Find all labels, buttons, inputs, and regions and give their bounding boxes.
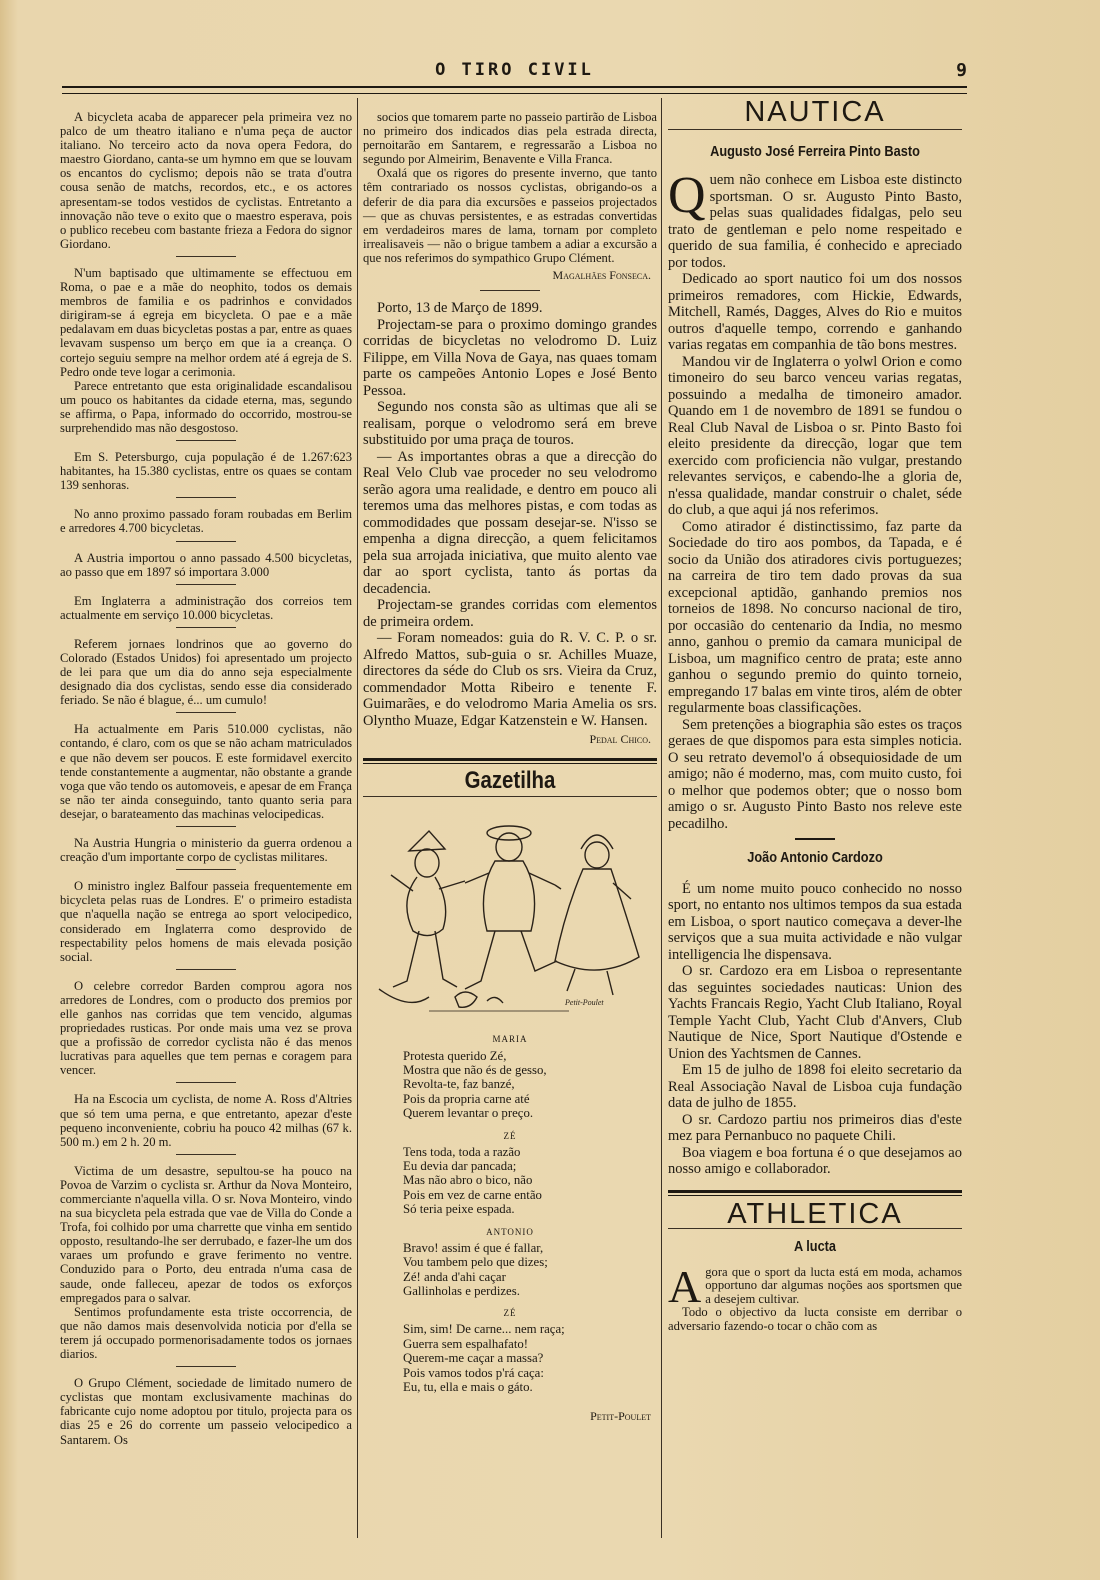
lucta-heading: A lucta (793, 1238, 837, 1255)
poem-line: Pois vamos todos p'rá caça: (403, 1365, 544, 1380)
paragraph: Em S. Petersburgo, cuja população é de 1.267:623 habitantes, ha 15.380 cyclistas, entre os quaes se contam 139 senhoras. (60, 450, 352, 493)
paragraph: O ministro inglez Balfour passeia frequentemente em bicycleta pelas ruas de Londres. E' o primeiro estadista que n'aquella nação se entrega ao sport velocipedico, considerado em Inglaterra como desprovido de respectability pelos homens de mais elevada posição social. (60, 879, 352, 964)
poem-line: Só teria peixe espada. (403, 1202, 515, 1217)
paragraph-separator (176, 541, 236, 542)
pinto-basto-p1: uem não conhece em Lisboa este distincto sportsman. O sr. Augusto Pinto Basto, pelas suas qualidades fidalgas, pelo seu trato de gentleman e pelo nome respeitado e querido de sua familia, é conhecido e apreciado por todos. (668, 172, 962, 271)
poem-line: Protesta querido Zé, (403, 1048, 507, 1063)
paragraph: Parece entretanto que esta originalidade escandalisou um pouco os habitantes da cidade eterna, mas, segundo se affirma, o Papa, informado do occorrido, mostrou-se surprehendido mas não desgostoso. (60, 378, 352, 435)
signature-petit-poulet: Petit-Poulet (590, 1408, 651, 1423)
lucta-p1: gora que o sport da lucta está em moda, achamos opportuno dar algumas noções aos sportsmen que a desejem cultivar. (705, 1264, 962, 1306)
paragraph-separator (176, 440, 236, 441)
paragraph: Oxalá que os rigores do presente inverno, que tanto têm contrariado os nossos cyclistas, obrigando-os a deferir de dia para dia excursões e passeios projectados — que as chuvas persistentes, e as estradas convertidas em verdadeiros mares de lama, tornam por completo irrealisaveis — não o brigue tambem a adiar a excursão a que nos referimos do sympathico Grupo Clément. (363, 166, 657, 265)
paragraph: O sr. Cardozo partiu nos primeiros dias d'este mez para Pernanbuco no paquete Chili. (668, 1111, 962, 1144)
poem-speaker: ZÉ (503, 1308, 517, 1319)
poem-line: Bravo! assim é que é fallar, (403, 1240, 544, 1255)
section-rule (363, 758, 657, 764)
poem-line: Mas não abro o bico, não (403, 1173, 533, 1188)
paragraph: O celebre corredor Barden comprou agora nos arredores de Londres, com o producto dos premios por elle ganhos nas corridas que tem vencido, algumas propriedades rusticas. Por onde mais uma vez se prova que a profissão de corredor cyclista não é das menos lucrativas para aquelles que tem pernas e coragem para vencer. (60, 978, 352, 1078)
page-header (62, 60, 967, 82)
paragraph-separator (176, 869, 236, 870)
paragraph: Dedicado ao sport nautico foi um dos nossos primeiros remadores, com Hickie, Edwards, Mitchell, Ramés, Dagges, Alves do Rio e muitos outros d'aquelle tempo, correndo e ganhando varias regatas em companhia de tão bons mestres. (668, 271, 962, 353)
paragraph-separator (176, 1154, 236, 1155)
dancing-figures-illustration (369, 811, 657, 1024)
cardozo-heading: João Antonio Cardozo (747, 849, 883, 866)
pinto-basto-heading: Augusto José Ferreira Pinto Basto (710, 142, 920, 160)
paragraph: No anno proximo passado foram roubadas em Berlim e arredores 4.700 bicycletas. (60, 507, 352, 536)
poem-line: Zé! anda d'ahi caçar (403, 1269, 506, 1284)
paragraph: Sentimos profundamente esta triste occorrencia, de que não damos mais desenvolvida noticia por d'ella se terem já occupado pormenorisadamente todos os jornaes diarios. (60, 1304, 352, 1362)
poem-line: Eu, tu, ella e mais o gáto. (403, 1380, 533, 1395)
paragraph: Mandou vir de Inglaterra o yolwl Orion e como timoneiro do seu barco venceu varias regatas, possuindo a medalha de timoneiro amador. Quando em 1 de novembro de 1891 se fundou o Real Club Naval de Lisboa o sr. Pinto Basto foi eleito presidente da direcção, logar que tem exercido com proficiencia não vulgar, prestando relevantes serviços, e cabendo-lhe a gloria de, n'essa qualidade, mandar construir o chalet, séde do club, a que aqui já nos referimos. (668, 353, 962, 518)
paragraph: A bicycleta acaba de apparecer pela primeira vez no palco de um theatro italiano e n'uma peça de auctor italiano. No terceiro acto da nova opera Fedora, do maestro Giordano, canta-se um hymno em que se louvam os encantos do cyclismo; depois não se trata d'outra cousa senão de matchs, recordos, etc., e os actores apresentam-se todos vestidos de cyclistas. Entretanto a innovação não teve o exito que o maestro esperava, pois o publico recebeu com bastante frieza a Fedora do signor Giordano. (60, 110, 352, 251)
poem-line: Querem levantar o preço. (403, 1106, 534, 1121)
column-3 (668, 96, 962, 1333)
paragraph: Victima de um desastre, sepultou-se ha pouco na Povoa de Varzim o cyclista sr. Arthur da Nova Monteiro, commerciante n'aquella villa. O sr. Nova Monteiro, vindo na sua bicycleta pela estrada que vae de Villa do Conde a Trofa, foi colhido por uma charrette que vinha em sentido opposto, resultando-lhe ser derrubado, e fazer-lhe um dos varaes um profundo e grave ferimento no ventre. Conduzido para o Porto, deu entrada n'uma casa de saude, onde falleceu, apezar de todos os exforços empregados para o salvar. (60, 1163, 352, 1305)
paragraph: — As importantes obras a que a direcção do Real Velo Club vae proceder no seu velodromo serão agora uma realidade, e dentro em pouco ali teremos uma das melhores pistas, e com todas as commodidades que possam desejar-se. N'isso se empenha a digna direcção, a quem felicitamos pela sua arrojada iniciativa, que muito alento vae dar ao sport cyclista, tanto ás portas da decadencia. (363, 448, 657, 597)
paragraph-separator (176, 497, 236, 498)
paragraph-separator (176, 1366, 236, 1367)
paragraph: Em 15 de julho de 1898 foi eleito secretario da Real Associação Naval de Lisboa cuja fundação data de julho de 1855. (668, 1062, 962, 1111)
paragraph: Projectam-se para o proximo domingo grandes corridas de bicycletas no velodromo D. Luiz Filippe, em Villa Nova de Gaya, nas quaes tomam parte os campeões Antonio Lopes e José Bento Pessoa. (363, 316, 657, 399)
column-divider (357, 98, 358, 1538)
newspaper-title: O TIRO CIVIL (435, 60, 594, 80)
paragraph: Boa viagem e boa fortuna é o que desejamos ao nosso amigo e collaborador. (668, 1144, 962, 1177)
poem-line: Eu devia dar pancada; (403, 1159, 517, 1174)
poem-line: Pois em vez de carne então (403, 1187, 542, 1202)
paragraph-separator (176, 256, 236, 257)
nautica-title: NAUTICA (744, 96, 886, 128)
poem-line: Revolta-te, faz banzé, (403, 1077, 515, 1092)
poem-line: Sim, sim! De carne... nem raça; (403, 1322, 565, 1337)
lucta-intro (668, 1260, 962, 1334)
dropcap-a: A (668, 1260, 702, 1312)
paragraph: N'um baptisado que ultimamente se effectuou em Roma, o pae e a mãe do neophito, todos os demais membros de familia e os padrinhos e convidados dirigiram-se á egreja em bicycleta. O pae e a mãe pedalavam em duas bicycletas postas a par, entre as quaes levavam suspenso um berço em que ia a creança. O cortejo seguiu sempre na melhor ordem até á egreja de S. Pedro onde teve logar a cerimonia. (60, 265, 352, 379)
poem-line: Mostra que não és de gesso, (403, 1062, 547, 1077)
column-1 (60, 110, 352, 1447)
pinto-basto-intro (668, 167, 962, 271)
paragraph: É um nome muito pouco conhecido no nosso sport, no entanto nos ultimos tempos da sua estada em Lisboa, o sport nautico começava a dever-lhe serviços que a sua muita actividade e não vulgar intelligencia lhe dispensava. (668, 880, 962, 963)
header-rule (62, 86, 967, 94)
paragraph-separator (176, 584, 236, 585)
page-number: 9 (956, 60, 967, 81)
poem-line: Tens toda, toda a razão (403, 1144, 521, 1159)
paragraph: Como atirador é distinctissimo, faz parte da Sociedade do tiro aos pombos, da Tapada, e é socio da União dos atiradores civis portuguezes; na carreira de tiro tem dado provas da sua excepcional aptidão, ganhando premios nos torneios de 1898. No concurso nacional de tiro, por occasião do centenario da India, no mesmo anno, ganhou o premio da camara municipal de Lisboa, um magnifico centro de prata; este anno ganhou o segundo premio do quinto torneio, empregando 17 balas em vinte tiros, além de obter regularmente boas classificações. (668, 518, 962, 716)
paragraph: Segundo nos consta são as ultimas que ali se realisam, porque o velodromo será em breve substituido por uma praça de touros. (363, 399, 657, 449)
poem-speaker: ZÉ (503, 1130, 517, 1141)
paragraph: — Foram nomeados: guia do R. V. C. P. o sr. Alfredo Mattos, sub-guia o sr. Achilles Muaze, directores da séde do Club os srs. Vieira da Cruz, commendador Motta Ribeiro e tenente F. Guimarães, e do velodromo Maria Amelia os srs. Olyntho Muaze, Edgar Katzenstein e W. Hansen. (363, 630, 657, 729)
paragraph: O Grupo Clément, sociedade de limitado numero de cyclistas que montam exclusivamente machinas do fabricante cujo nome adoptou por titulo, projecta para os dias 25 e 26 do corrente um passeio velocipedico a Santarem. Os (60, 1376, 352, 1447)
column-divider (661, 98, 662, 1538)
poem-line: Pois da propria carne até (403, 1091, 530, 1106)
paragraph: Referem jornaes londrinos que ao governo do Colorado (Estados Unidos) foi apresentado um projecto de lei para que um dia do anno seja especialmente designado dia dos cyclistas, sendo esse dia considerado feriado. Se não é blague, é... um cumulo! (60, 636, 352, 708)
paragraph: Porto, 13 de Março de 1899. (377, 300, 543, 317)
lucta-p2: Todo o objectivo da lucta consiste em derribar o adversario fazendo-o tocar o chão com as (668, 1305, 962, 1333)
poem-line: Guerra sem espalhafato! (403, 1336, 529, 1351)
paragraph: O sr. Cardozo era em Lisboa o representante das seguintes sociedades nauticas: Union des Yachts Francais Regio, Yacht Club Italiano, Royal Temple Yacht Club, Yacht Club d'Anvers, Club Nautique de Nice, Sport Nautique d'Ostende e Union des Yachtsmen de Cannes. (668, 963, 962, 1062)
paragraph-separator (176, 969, 236, 970)
paragraph: Ha actualmente em Paris 510.000 cyclistas, não contando, é claro, com os que se não acham matriculados e que não devem ser poucos. E este formidavel exercito tende constantemente a augmentar, não obstante a grande voga que vão tendo os automoveis, e apesar de em França se não ter ainda conseguindo, tanto quanto seria para desejar, o barateamento das machinas velocipedicas. (60, 722, 353, 821)
illustration-signature: Petit-Poulet (565, 998, 604, 1008)
poem-line: Querem-me caçar a massa? (403, 1351, 544, 1366)
athletica-title: ATHLETICA (727, 1197, 903, 1230)
signature-pedal-chico: Pedal Chico. (589, 732, 651, 747)
gazetilha-title: Gazetilha (464, 767, 556, 795)
poem-speaker: ANTONIO (486, 1226, 534, 1237)
paragraph: Sem pretenções a biographia são estes os traços geraes de que dispomos para esta simples noticia. O seu retrato devemol'o á obsequiosidade de um amigo; não é moderno, mas, com muito custo, foi o melhor que podemos obter; que o nosso bom amigo o sr. Augusto Pinto Basto nos releve este pecadilho. (668, 716, 962, 832)
poem-line: Gallinholas e perdizes. (403, 1283, 520, 1298)
paragraph: Na Austria Hungria o ministerio da guerra ordenou a creação d'um importante corpo de cyclistas militares. (60, 836, 352, 865)
paragraph: Em Inglaterra a administração dos correios tem actualmente em serviço 10.000 bicycletas. (60, 593, 352, 622)
paragraph-separator (176, 712, 236, 713)
signature-magalhaes: Magalhães Fonseca. (552, 268, 651, 283)
paragraph: Ha na Escocia um cyclista, de nome A. Ross d'Altries que só tem uma perna, e que entretanto, apezar d'este pequeno inconveniente, cobriu ha pouco 42 milhas (67 k. 500 m.) em 2 h. 20 m. (60, 1092, 352, 1149)
dropcap-q: Q (668, 167, 706, 224)
poem-speaker: MARIA (492, 1034, 528, 1045)
paragraph: A Austria importou o anno passado 4.500 bicycletas, ao passo que em 1897 só importara 3.000 (60, 550, 352, 579)
paragraph-separator (176, 627, 236, 628)
paragraph: socios que tomarem parte no passeio partirão de Lisboa no primeiro dos indicados dias pela estrada directa, pernoitarão em Santarem, e regressarão a Lisboa no segundo por Almeirim, Benavente e Villa Franca. (363, 110, 657, 167)
paragraph: Projectam-se grandes corridas com elementos de primeira ordem. (363, 597, 657, 630)
paragraph-separator (176, 1082, 236, 1083)
paragraph-separator (176, 826, 236, 827)
poem-line: Vou tambem pelo que dizes; (403, 1255, 548, 1270)
column-2 (363, 110, 657, 1423)
